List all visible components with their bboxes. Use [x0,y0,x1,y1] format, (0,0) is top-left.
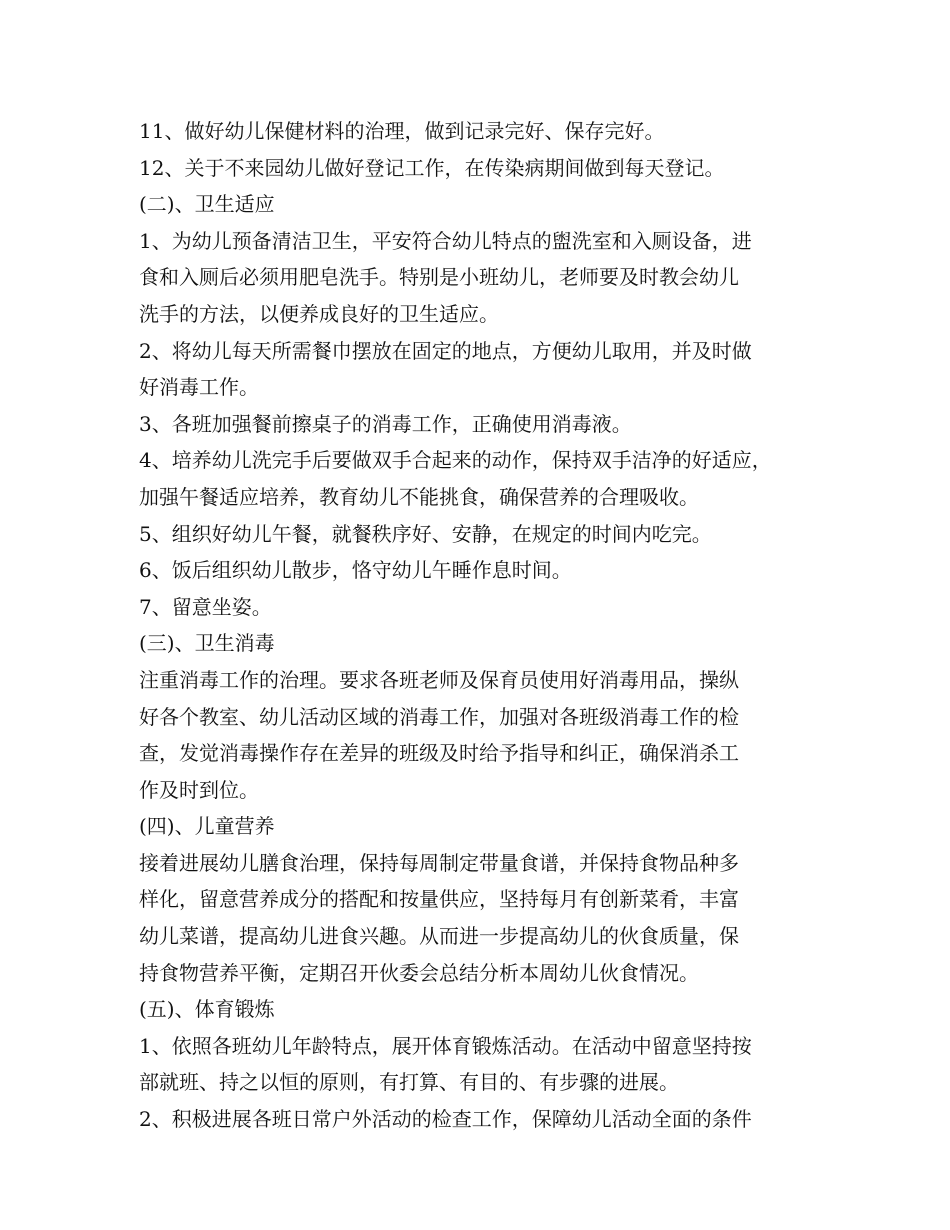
document-body [139,113,829,1138]
paragraph-line: 4、培养幼儿洗完手后要做双手合起来的动作，保持双手洁净的好适应， [139,448,772,473]
paragraph-line: 5、组织好幼儿午餐，就餐秩序好、安静，在规定的时间内吃完。 [139,521,712,546]
paragraph-line: 6、饭后组织幼儿散步，恪守幼儿午睡作息时间。 [139,558,572,583]
section-heading-hygiene-habits: (二)、卫生适应 [139,192,275,217]
paragraph-line: 3、各班加强餐前擦桌子的消毒工作，正确使用消毒液。 [139,411,632,436]
paragraph-line: 1、为幼儿预备清洁卫生，平安符合幼儿特点的盥洗室和入厕设备，进 [139,228,752,253]
paragraph-line: 好各个教室、幼儿活动区域的消毒工作，加强对各班级消毒工作的检 [139,704,739,729]
paragraph-line: 好消毒工作。 [139,375,259,400]
item-11-health-records: 11、做好幼儿保健材料的治理，做到记录完好、保存完好。 [139,119,665,143]
paragraph-line: 接着进展幼儿膳食治理，保持每周制定带量食谱，并保持食物品种多 [139,850,739,875]
paragraph-line: 加强午餐适应培养，教育幼儿不能挑食，确保营养的合理吸收。 [139,484,699,509]
paragraph-line: 7、留意坐姿。 [139,594,272,619]
paragraph-line: 2、将幼儿每天所需餐巾摆放在固定的地点，方便幼儿取用，并及时做 [139,338,752,363]
paragraph-line: 样化，留意营养成分的搭配和按量供应，坚持每月有创新菜肴，丰富 [139,887,739,912]
paragraph-line: 洗手的方法，以便养成良好的卫生适应。 [139,301,499,326]
paragraph-line: 持食物营养平衡，定期召开伙委会总结分析本周幼儿伙食情况。 [139,960,699,985]
paragraph-line: 食和入厕后必须用肥皂洗手。特别是小班幼儿，老师要及时教会幼儿 [139,265,739,290]
section-heading-physical-exercise: (五)、体育锻炼 [139,997,275,1022]
paragraph-line: 查，发觉消毒操作存在差异的班级及时给予指导和纠正，确保消杀工 [139,741,739,766]
section-heading-child-nutrition: (四)、儿童营养 [139,814,275,839]
paragraph-line: 1、依照各班幼儿年龄特点，展开体育锻炼活动。在活动中留意坚持按 [139,1033,752,1058]
paragraph-line: 注重消毒工作的治理。要求各班老师及保育员使用好消毒用品，操纵 [139,667,739,692]
paragraph-line: 作及时到位。 [139,777,259,802]
item-12-absence-registration: 12、关于不来园幼儿做好登记工作，在传染病期间做到每天登记。 [139,155,725,180]
paragraph-line: 2、积极进展各班日常户外活动的检查工作，保障幼儿活动全面的条件 [139,1107,752,1132]
paragraph-line: 幼儿菜谱，提高幼儿进食兴趣。从而进一步提高幼儿的伙食质量，保 [139,924,739,949]
paragraph-line: 部就班、持之以恒的原则，有打算、有目的、有步骤的进展。 [139,1070,679,1095]
section-heading-disinfection: (三)、卫生消毒 [139,631,275,656]
